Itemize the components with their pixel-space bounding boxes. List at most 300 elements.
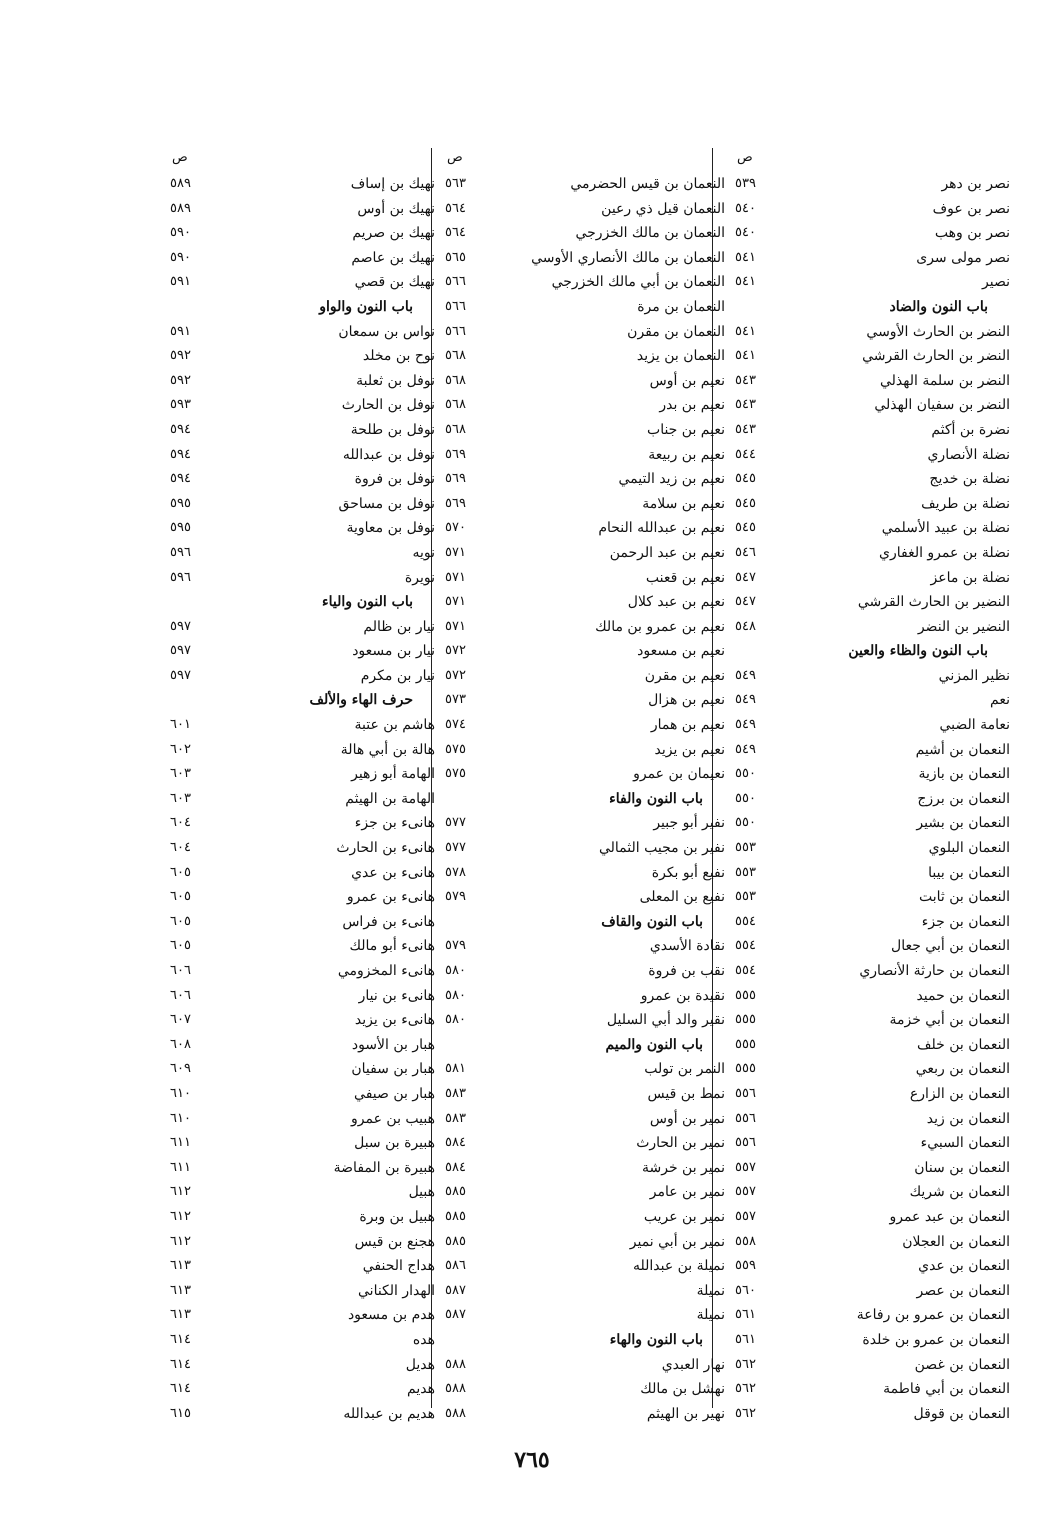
index-entry — [445, 934, 725, 959]
entry-name: هدم بن مسعود — [347, 1307, 435, 1324]
entry-page-number: ٥٧٤ — [445, 717, 466, 733]
entry-page-number: ٥٨٨ — [445, 1405, 466, 1421]
entry-page-number: ٥٤٥ — [735, 471, 756, 487]
index-entry — [735, 811, 1010, 836]
entry-name: النعمان بن أبي خزمة — [889, 1012, 1010, 1029]
entry-name: النعمان بن أبي جعال — [891, 938, 1010, 955]
entry-page-number: ٥٣٩ — [735, 176, 756, 191]
index-rows — [170, 172, 435, 1426]
entry-name: النعمان بن عبد عمرو — [889, 1208, 1010, 1225]
entry-name: النمر بن تولب — [644, 1061, 725, 1078]
entry-name: النعمان البلوي — [928, 840, 1010, 857]
entry-name: النعمان قيل ذي رعين — [601, 200, 725, 217]
entry-name: النعمان بن عمرو بن رفاعة — [856, 1307, 1010, 1324]
entry-page-number: ٦٠١ — [170, 717, 191, 733]
entry-name: نوح بن مخلد — [362, 348, 435, 365]
section-heading — [445, 910, 725, 935]
entry-name: نعيم بن ربيعة — [648, 446, 725, 463]
index-entry — [735, 885, 1010, 910]
entry-page-number: ٥٤٨ — [735, 618, 756, 634]
entry-page-number: ٥٤١ — [735, 323, 756, 339]
entry-page-number: ٥٦٢ — [735, 1405, 756, 1421]
entry-name: نوفل بن فروة — [354, 471, 435, 488]
index-entry — [735, 934, 1010, 959]
index-entry — [170, 762, 435, 787]
index-entry — [170, 1180, 435, 1205]
entry-page-number: ٥٨٣ — [445, 1085, 466, 1101]
entry-page-number: ٥٤٣ — [735, 421, 756, 437]
entry-page-number: ٥٧٣ — [445, 692, 466, 708]
index-entry — [735, 688, 1010, 713]
entry-page-number: ٥٤٩ — [735, 692, 756, 708]
index-entry — [735, 1131, 1010, 1156]
index-entry — [735, 959, 1010, 984]
entry-page-number: ٥٤٧ — [735, 594, 756, 610]
entry-name: نميلة — [696, 1282, 725, 1299]
entry-page-number: ٥٦١ — [735, 1307, 756, 1323]
entry-name: نعيم بن همار — [650, 717, 725, 734]
entry-page-number: ٦٠٨ — [170, 1036, 191, 1052]
entry-name: نضلة بن خديج — [929, 471, 1010, 488]
entry-name: هديل — [405, 1356, 435, 1373]
entry-name: نمير بن الحارث — [636, 1135, 725, 1152]
index-entry — [170, 615, 435, 640]
entry-page-number: ٥٩٤ — [170, 421, 191, 437]
index-entry — [445, 811, 725, 836]
entry-name: النعمان بن غصن — [914, 1356, 1010, 1373]
entry-name: النعمان بن عمرو بن خلدة — [862, 1331, 1010, 1348]
index-entry — [170, 836, 435, 861]
entry-name: نعم — [990, 692, 1010, 709]
entry-page-number: ٥٤٩ — [735, 667, 756, 683]
index-entry — [170, 1303, 435, 1328]
index-entry — [735, 861, 1010, 886]
entry-page-number: ٥٧٠ — [445, 520, 466, 536]
index-entry — [170, 959, 435, 984]
index-entry — [170, 713, 435, 738]
entry-name: نفير بن مجيب الثمالي — [598, 840, 725, 857]
index-entry — [445, 492, 725, 517]
index-entry — [735, 836, 1010, 861]
index-entry — [445, 959, 725, 984]
index-entry — [170, 270, 435, 295]
entry-name: نمير بن عريب — [643, 1208, 725, 1225]
index-entry — [735, 1254, 1010, 1279]
index-entry — [735, 762, 1010, 787]
index-entry — [735, 393, 1010, 418]
entry-name: نيار بن مسعود — [352, 643, 435, 660]
entry-page-number: ٥٨٩ — [170, 176, 191, 191]
entry-page-number: ٥٤٦ — [735, 544, 756, 560]
entry-page-number: ٥٦٣ — [445, 176, 466, 191]
index-entry — [170, 516, 435, 541]
entry-page-number: ٥٥٣ — [735, 889, 756, 905]
entry-name: نصير — [982, 274, 1010, 291]
entry-page-number: ٥٦٨ — [445, 348, 466, 364]
entry-page-number: ٥٥٠ — [735, 815, 756, 831]
entry-page-number: ٥٥٠ — [735, 766, 756, 782]
index-entry — [735, 1082, 1010, 1107]
index-entry — [735, 738, 1010, 763]
entry-page-number: ٥٤٩ — [735, 717, 756, 733]
entry-page-number: ٥٧٢ — [445, 667, 466, 683]
index-entry — [170, 172, 435, 197]
entry-name: النعمان بن العجلان — [902, 1233, 1010, 1250]
entry-name: النعمان بن مقرن — [627, 323, 725, 340]
index-entry — [445, 418, 725, 443]
section-heading — [735, 295, 1010, 320]
entry-page-number: ٥٥٥ — [735, 1012, 756, 1028]
entry-page-number: ٥٩٧ — [170, 667, 191, 683]
entry-page-number: ٥٨٥ — [445, 1208, 466, 1224]
entry-page-number: ٥٥٤ — [735, 938, 756, 954]
entry-name: نهار العبدي — [661, 1356, 725, 1373]
entry-page-number: ٥٥٣ — [735, 840, 756, 856]
entry-name: النعمان بن برزج — [917, 790, 1010, 807]
entry-name: نقب بن فروة — [648, 963, 725, 979]
index-entry — [170, 1156, 435, 1181]
entry-page-number: ٥٩١ — [170, 323, 191, 339]
entry-name: النعمان بن عصر — [916, 1282, 1010, 1299]
entry-page-number: ٥٩٠ — [170, 249, 191, 265]
index-entry — [735, 664, 1010, 689]
entry-page-number: ٦١٣ — [170, 1258, 191, 1274]
entry-page-number: ٥٧٩ — [445, 938, 466, 954]
entry-name: نضلة الأنصاري — [927, 446, 1010, 463]
entry-page-number: ٥٥٤ — [735, 913, 756, 929]
entry-name: نعيم بن عمرو بن مالك — [595, 618, 725, 635]
index-entry — [445, 320, 725, 345]
entry-name: النعمان بن بيبا — [928, 864, 1010, 881]
entry-name: هانىء بن الحارث — [336, 840, 435, 857]
entry-page-number: ٥٤٧ — [735, 569, 756, 585]
entry-page-number: ٥٧٥ — [445, 741, 466, 757]
index-entry — [445, 197, 725, 222]
entry-name: هبيل — [408, 1184, 435, 1201]
entry-page-number: ٥٨٠ — [445, 987, 466, 1003]
entry-page-number: ٦١٤ — [170, 1331, 191, 1347]
entry-name: هانىء بن عمرو — [346, 889, 435, 906]
index-entry — [735, 516, 1010, 541]
entry-page-number: ٦٠٧ — [170, 1012, 191, 1028]
entry-page-number: ٥٨٤ — [445, 1135, 466, 1151]
entry-page-number: ٥٦٩ — [445, 446, 466, 462]
entry-name: نعيمان بن عمرو — [633, 766, 725, 783]
entry-name: النعمان بن زيد — [926, 1110, 1010, 1127]
entry-name: نهير بن الهيثم — [646, 1405, 725, 1422]
entry-name: النعمان بن أبي مالك الخزرجي — [551, 274, 725, 291]
entry-name: نعيم بن عبد كلال — [627, 594, 725, 611]
index-entry — [170, 1377, 435, 1402]
index-entry — [735, 541, 1010, 566]
entry-page-number: ٥٧٧ — [445, 815, 466, 831]
section-heading-text: باب النون والهاء — [609, 1331, 703, 1348]
index-entry — [735, 172, 1010, 197]
index-entry — [445, 467, 725, 492]
index-entry — [170, 639, 435, 664]
entry-page-number: ٥٨٨ — [445, 1381, 466, 1397]
index-entry — [170, 1254, 435, 1279]
entry-name: نواس بن سمعان — [338, 323, 435, 340]
entry-page-number: ٥٦٢ — [735, 1356, 756, 1372]
section-heading — [170, 295, 435, 320]
index-entry — [735, 1107, 1010, 1132]
entry-name: هانىء بن نيار — [358, 987, 435, 1004]
page-header-label: ص — [447, 150, 463, 165]
entry-name: الهامة أبو زهير — [351, 766, 435, 783]
entry-name: نعيم بن مسعود — [637, 643, 725, 660]
entry-page-number: ٥٧٧ — [445, 840, 466, 856]
entry-name: النضر بن سلمة الهذلي — [879, 372, 1010, 389]
entry-name: نهيك بن أوس — [357, 200, 435, 217]
entry-name: نضلة بن ماعز — [930, 569, 1010, 586]
entry-name: هداج الحنفي — [362, 1258, 435, 1275]
index-entry — [170, 541, 435, 566]
index-entry — [445, 1180, 725, 1205]
index-column-middle — [445, 150, 725, 1426]
entry-name: نمير بن أوس — [649, 1110, 725, 1127]
index-entry — [170, 1057, 435, 1082]
index-rows — [445, 172, 725, 1426]
entry-page-number: ٥٩٧ — [170, 643, 191, 659]
entry-page-number: ٦١٣ — [170, 1307, 191, 1323]
entry-name: هبيرة بن سبل — [354, 1135, 435, 1152]
entry-page-number: ٥٦٠ — [735, 1282, 756, 1298]
entry-name: النعمان بن جزء — [921, 913, 1010, 930]
entry-name: النعمان بن يزيد — [636, 348, 725, 365]
entry-name: نميلة — [696, 1307, 725, 1324]
index-entry — [170, 1353, 435, 1378]
entry-page-number: ٥٦٥ — [445, 249, 466, 265]
index-entry — [445, 639, 725, 664]
entry-page-number: ٥٤٩ — [735, 741, 756, 757]
entry-page-number: ٦٠٦ — [170, 963, 191, 978]
entry-page-number: ٥٨٧ — [445, 1282, 466, 1298]
entry-page-number: ٥٥٠ — [735, 790, 756, 806]
entry-name: الهامة بن الهيثم — [345, 790, 435, 807]
entry-page-number: ٥٦٤ — [445, 225, 466, 241]
entry-name: نظير المزني — [938, 667, 1010, 684]
entry-name: هانىء أبو مالك — [349, 938, 435, 955]
index-entry — [170, 418, 435, 443]
entry-page-number: ٥٦٦ — [445, 298, 466, 314]
entry-name: هبار بن الأسود — [351, 1036, 435, 1053]
entry-name: نعيم بن يزيد — [654, 741, 725, 758]
index-entry — [170, 197, 435, 222]
entry-page-number: ٦١٠ — [170, 1085, 191, 1101]
entry-page-number: ٥٨٥ — [445, 1184, 466, 1200]
index-entry — [735, 1303, 1010, 1328]
index-entry — [170, 1131, 435, 1156]
index-entry — [445, 1402, 725, 1427]
index-entry — [445, 1131, 725, 1156]
index-entry — [445, 1353, 725, 1378]
entry-name: هبيل بن وبرة — [359, 1208, 435, 1225]
entry-name: النضر بن سفيان الهذلي — [874, 397, 1010, 414]
entry-page-number: ٦٠٩ — [170, 1061, 191, 1077]
entry-page-number: ٦١٠ — [170, 1110, 191, 1126]
index-column-left — [170, 150, 435, 1426]
index-entry — [170, 393, 435, 418]
index-entry — [445, 738, 725, 763]
index-entry — [170, 738, 435, 763]
entry-name: نهيك بن صريم — [352, 225, 435, 242]
index-entry — [735, 1402, 1010, 1427]
entry-name: نقادة الأسدي — [649, 938, 725, 955]
entry-page-number: ٦٠٥ — [170, 938, 191, 954]
index-entry — [735, 1033, 1010, 1058]
entry-page-number: ٥٩٤ — [170, 471, 191, 487]
entry-page-number: ٥٧١ — [445, 618, 466, 634]
section-heading — [170, 688, 435, 713]
entry-page-number: ٥٨٤ — [445, 1159, 466, 1175]
entry-page-number: ٥٩٦ — [170, 569, 191, 585]
entry-page-number: ٥٦٦ — [445, 323, 466, 339]
entry-name: نعيم بن بدر — [659, 397, 725, 414]
entry-page-number: ٥٥٦ — [735, 1110, 756, 1126]
entry-name: هاشم بن عتبة — [354, 717, 435, 734]
index-entry — [445, 1008, 725, 1033]
entry-page-number: ٥٤٠ — [735, 200, 756, 216]
index-entry — [445, 1303, 725, 1328]
entry-page-number: ٥٨٠ — [445, 963, 466, 978]
entry-name: نيار بن مكرم — [360, 667, 435, 684]
entry-page-number: ٥٩٥ — [170, 520, 191, 536]
entry-name: هالة بن أبي هالة — [340, 741, 435, 758]
entry-page-number: ٥٥٥ — [735, 987, 756, 1003]
index-entry — [735, 566, 1010, 591]
entry-name: النعمان بن قوقل — [913, 1405, 1010, 1422]
entry-name: النعمان بن بشير — [916, 815, 1010, 832]
entry-page-number: ٦٠٤ — [170, 840, 191, 856]
entry-page-number: ٥٤١ — [735, 274, 756, 290]
entry-name: هبار بن سفيان — [351, 1061, 435, 1078]
entry-name: النعمان بن ثابت — [918, 889, 1010, 906]
index-entry — [170, 861, 435, 886]
entry-name: هديم بن عبدالله — [343, 1405, 435, 1422]
section-heading-text: باب النون والظاء والعين — [848, 643, 988, 660]
entry-page-number: ٦٠٥ — [170, 864, 191, 880]
entry-page-number: ٥٩٣ — [170, 397, 191, 413]
entry-page-number: ٦٠٦ — [170, 987, 191, 1003]
section-heading — [735, 639, 1010, 664]
entry-name: نمير بن خرشة — [641, 1159, 725, 1176]
index-entry — [170, 344, 435, 369]
entry-name: النعمان بن شريك — [909, 1184, 1010, 1201]
index-entry — [445, 664, 725, 689]
index-entry — [735, 1279, 1010, 1304]
index-entry — [445, 172, 725, 197]
index-entry — [170, 443, 435, 468]
entry-name: نصر بن دهر — [941, 176, 1010, 192]
section-heading-text: حرف الهاء والألف — [309, 692, 413, 709]
entry-name: هانىء المخزومي — [337, 963, 435, 979]
entry-page-number: ٦٠٤ — [170, 815, 191, 831]
index-entry — [170, 1279, 435, 1304]
entry-page-number: ٥٥٩ — [735, 1258, 756, 1274]
entry-name: نضلة بن طريف — [921, 495, 1010, 512]
entry-page-number: ٥٤٣ — [735, 372, 756, 388]
entry-name: نمير بن عامر — [649, 1184, 725, 1201]
entry-page-number: ٦١٥ — [170, 1405, 191, 1421]
entry-page-number: ٥٩٢ — [170, 348, 191, 364]
entry-page-number: ٦١٤ — [170, 1356, 191, 1372]
index-entry — [735, 910, 1010, 935]
index-entry — [170, 885, 435, 910]
index-entry — [735, 1205, 1010, 1230]
entry-name: الهدار الكناني — [358, 1282, 435, 1299]
entry-name: النضر بن الحارث القرشي — [862, 348, 1010, 365]
entry-name: نوفل بن مساحق — [338, 495, 435, 512]
page-header-label: ص — [737, 150, 753, 165]
entry-name: النعمان بن عدي — [918, 1258, 1010, 1275]
entry-name: النعمان بن خلف — [916, 1036, 1010, 1053]
section-heading-text: باب النون والقاف — [601, 913, 703, 930]
entry-name: هبيرة بن المفاضة — [333, 1159, 435, 1176]
entry-page-number: ٥٥٧ — [735, 1184, 756, 1200]
index-column-right — [735, 150, 1010, 1426]
entry-page-number: ٥٥٤ — [735, 963, 756, 978]
entry-name: نمير بن أبي نمير — [629, 1233, 725, 1250]
index-entry — [735, 418, 1010, 443]
entry-name: هده — [412, 1331, 435, 1348]
index-entry — [170, 492, 435, 517]
entry-page-number: ٦١٣ — [170, 1282, 191, 1298]
entry-page-number: ٦١١ — [170, 1159, 191, 1175]
entry-name: النعمان السبيء — [920, 1135, 1010, 1152]
entry-name: نعيم بن قعنب — [645, 569, 725, 586]
index-entry — [170, 467, 435, 492]
entry-name: النعمان بن حميد — [916, 987, 1010, 1004]
entry-page-number: ٥٨٥ — [445, 1233, 466, 1249]
entry-page-number: ٥٤٥ — [735, 495, 756, 511]
entry-page-number: ٥٨١ — [445, 1061, 466, 1077]
index-entry — [445, 369, 725, 394]
entry-page-number: ٥٦٨ — [445, 397, 466, 413]
entry-name: نويه — [412, 544, 435, 561]
entry-name: هانىء بن يزيد — [354, 1012, 435, 1029]
index-entry — [735, 1057, 1010, 1082]
entry-page-number: ٦٠٥ — [170, 913, 191, 929]
entry-page-number: ٥٥٦ — [735, 1085, 756, 1101]
entry-page-number: ٥٧٢ — [445, 643, 466, 659]
entry-name: نعيم بن أوس — [649, 372, 725, 389]
index-entry — [445, 393, 725, 418]
index-entry — [445, 443, 725, 468]
index-entry — [445, 516, 725, 541]
entry-name: نميلة بن عبدالله — [632, 1258, 725, 1275]
entry-name: النعمان بن مالك الأنصاري الأوسي — [531, 249, 725, 266]
entry-page-number: ٥٥٥ — [735, 1061, 756, 1077]
entry-page-number: ٥٤٣ — [735, 397, 756, 413]
entry-name: نهيك بن إساف — [350, 176, 435, 192]
index-entry — [445, 861, 725, 886]
index-entry — [445, 270, 725, 295]
entry-page-number: ٥٧٨ — [445, 864, 466, 880]
entry-page-number: ٦٠٣ — [170, 766, 191, 782]
entry-name: نفيع بن المعلى — [639, 889, 725, 906]
index-entry — [445, 762, 725, 787]
entry-name: نضلة بن عبيد الأسلمي — [881, 520, 1010, 537]
entry-name: نعيم بن زيد التيمي — [618, 471, 725, 488]
entry-name: نعيم بن سلامة — [642, 495, 725, 512]
index-entry — [170, 320, 435, 345]
entry-page-number: ٥٧١ — [445, 594, 466, 610]
index-entry — [735, 787, 1010, 812]
entry-page-number: ٥٩٠ — [170, 225, 191, 241]
entry-page-number: ٥٦١ — [735, 1331, 756, 1347]
index-entry — [735, 1008, 1010, 1033]
